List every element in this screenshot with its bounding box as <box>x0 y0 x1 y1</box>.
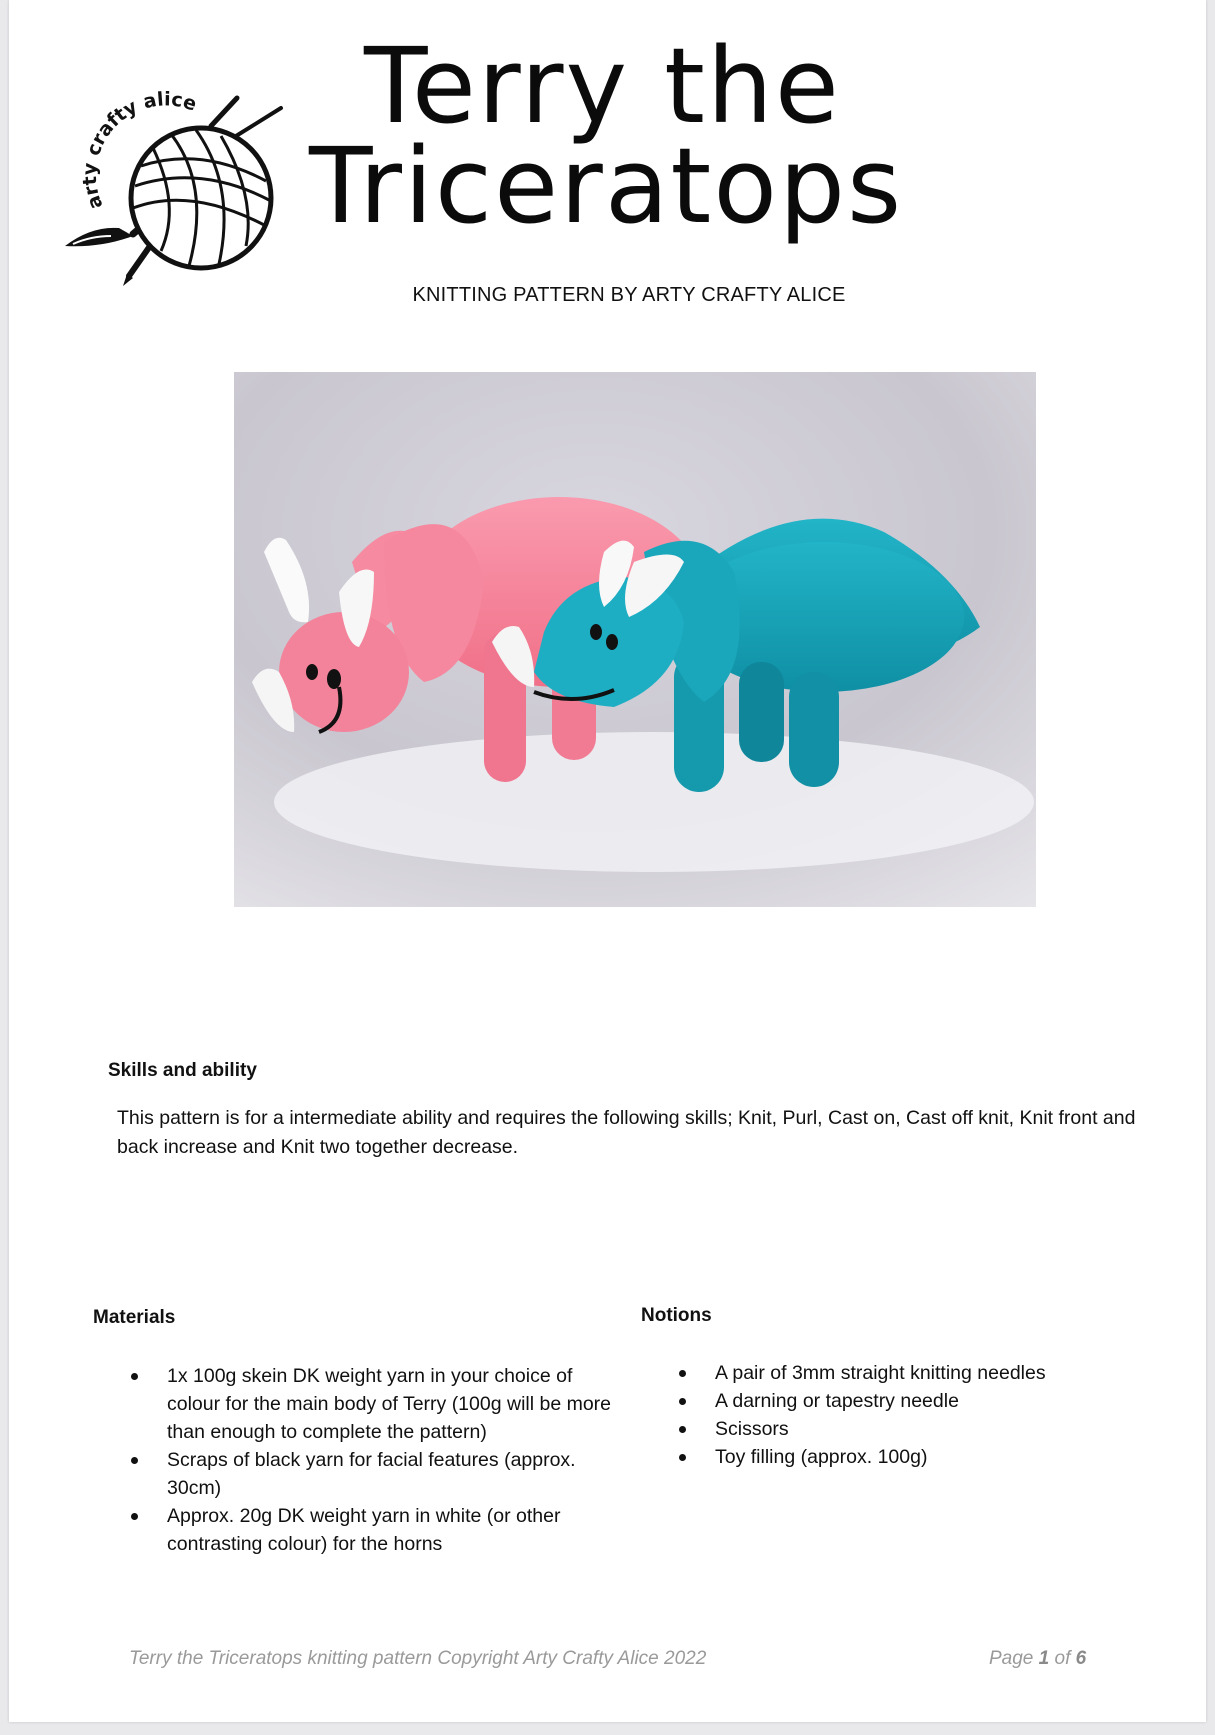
byline: KNITTING PATTERN BY ARTY CRAFTY ALICE <box>412 284 846 306</box>
page-of: of <box>1049 1648 1076 1669</box>
page-prefix: Page <box>989 1648 1039 1669</box>
page-total: 6 <box>1075 1648 1087 1669</box>
title-line-1: Terry the <box>364 25 841 147</box>
notions-list <box>679 1359 1179 1471</box>
list-item: A darning or tapestry needle <box>679 1387 1179 1415</box>
list-item: Approx. 20g DK weight yarn in white (or other contrasting colour) for the horns <box>131 1502 621 1558</box>
list-item: A pair of 3mm straight knitting needles <box>679 1359 1179 1387</box>
list-item: Toy filling (approx. 100g) <box>679 1443 1179 1471</box>
page-number <box>989 1648 1086 1670</box>
page-current: 1 <box>1038 1648 1050 1669</box>
skills-paragraph: This pattern is for a intermediate ability and requires the following skills; Knit, Purl, Cast on, Cast off knit, Knit front and back increase and Knit two together decrease. <box>117 1107 1136 1158</box>
list-item: Scissors <box>679 1415 1179 1443</box>
materials-list <box>131 1362 621 1558</box>
document-page <box>9 0 1206 1722</box>
knitted-triceratops-photo <box>234 372 1036 907</box>
title-line-2: Triceratops <box>309 125 904 247</box>
skills-heading: Skills and ability <box>108 1060 257 1081</box>
footer-copyright: Terry the Triceratops knitting pattern Copyright Arty Crafty Alice 2022 <box>129 1648 707 1669</box>
logo-lettering: arty crafty alice <box>78 88 200 213</box>
list-item: 1x 100g skein DK weight yarn in your choice of colour for the main body of Terry (100g will be more than enough to complete the pattern) <box>131 1362 621 1446</box>
pattern-title <box>309 25 929 247</box>
arty-crafty-alice-logo <box>61 86 291 286</box>
list-item: Scraps of black yarn for facial features (approx. 30cm) <box>131 1446 621 1502</box>
notions-heading: Notions <box>641 1305 712 1326</box>
materials-heading: Materials <box>93 1307 176 1328</box>
